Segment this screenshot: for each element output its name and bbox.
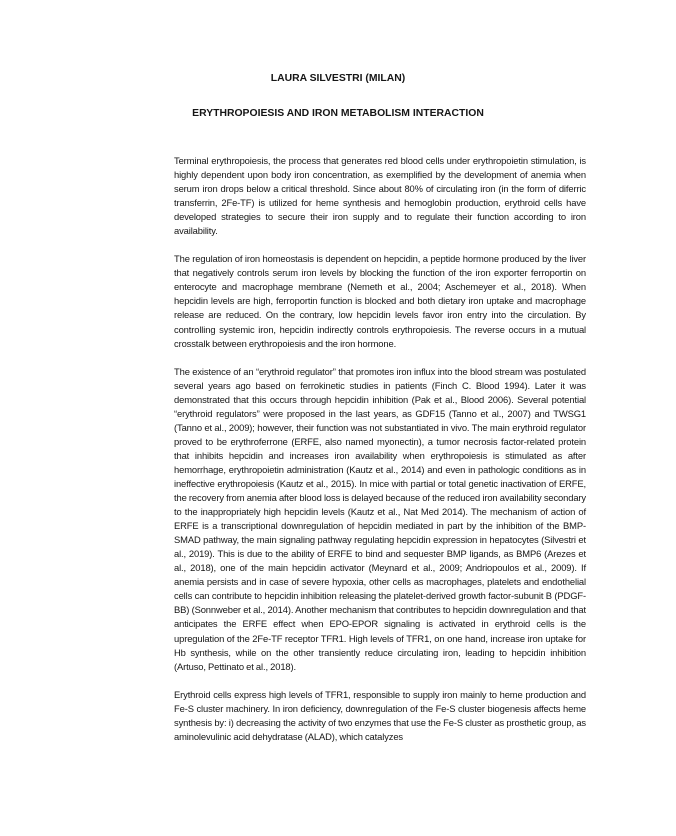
body-text bbox=[174, 154, 586, 758]
author-heading: LAURA SILVESTRI (MILAN) bbox=[270, 73, 406, 84]
paragraph: Terminal erythropoiesis, the process that generates red blood cells under erythropoietin stimulation, is highly dependent upon body iron concentration, as exemplified by the development of anemia when serum iron drops below a critical threshold. Since about 80% of circulating iron (in the form of diferric transferrin, 2Fe-TF) is utilized for heme synthesis and hemoglobin production, erythroid cells have developed strategies to secure their iron supply and to regulate their function according to iron availability. bbox=[174, 155, 586, 237]
paragraph: The existence of an “erythroid regulator” that promotes iron influx into the blood stream was postulated several years ago based on ferrokinetic studies in patients (Finch C. Blood 1994). Later it was demonstrated that this occurs through hepcidin inhibition (Pak et al., Blood 2006). Several potential “erythroid regulators” were proposed in the last years, as GDF15 (Tanno et al., 2007) and TWSG1 (Tanno et al., 2009); however, their function was not substantiated in vivo. The main erythroid regulator proved to be erythroferrone (ERFE, also named myonectin), a tumor necrosis factor-related protein that inhibits hepcidin and increases iron availability when erythropoiesis is stimulated as after hemorrhage, erythropoietin administration (Kautz et al., 2014) and even in pathologic conditions as in ineffective erythropoiesis (Kautz et al., 2015). In mice with partial or total genetic inactivation of ERFE, the recovery from anemia after blood loss is delayed because of the reduced iron availability secondary to the inappropriately high hepcidin levels (Kautz et al., Nat Med 2014). The mechanism of action of ERFE is a transcriptional downregulation of hepcidin mediated in part by the inhibition of the BMP-SMAD pathway, the main signaling pathway regulating hepcidin expression in hepatocytes (Silvestri et al., 2019). This is due to the ability of ERFE to bind and sequester BMP ligands, as BMP6 (Arezes et al., 2018), one of the main hepcidin activator (Meynard et al., 2009; Andriopoulos et al., 2009). If anemia persists and in case of severe hypoxia, other cells as macrophages, platelets and endothelial cells can contribute to hepcidin inhibition releasing the platelet-derived growth factor-subunit B (PDGF-BB) (Sonnweber et al., 2014). Another mechanism that contributes to hepcidin downregulation and that anticipates the ERFE effect when EPO-EPOR signaling is activated in erythroid cells is the upregulation of the 2Fe-TF receptor TFR1. High levels of TFR1, on one hand, increase iron uptake for Hb synthesis, while on the other transiently reduce circulating iron, leading to hepcidin inhibition (Artuso, Pettinato et al., 2018). bbox=[174, 365, 586, 672]
paragraph: Erythroid cells express high levels of TFR1, responsible to supply iron mainly to heme production and Fe-S cluster machinery. In iron deficiency, downregulation of the Fe-S cluster biogenesis affects heme synthesis by: i) decreasing the activity of two enzymes that use the Fe-S cluster as prosthetic group, as aminolevulinic acid dehydratase (ALAD), which catalyzes bbox=[174, 688, 586, 742]
document-title: ERYTHROPOIESIS AND IRON METABOLISM INTERACTION bbox=[192, 108, 484, 119]
paragraph: The regulation of iron homeostasis is dependent on hepcidin, a peptide hormone produced by the liver that negatively controls serum iron levels by blocking the function of the iron exporter ferroportin on enterocyte and macrophage membrane (Nemeth et al., 2004; Aschemeyer et al., 2018). When hepcidin levels are high, ferroportin function is blocked and both dietary iron uptake and macrophage release are reduced. On the contrary, low hepcidin levels favor iron entry into the circulation. By controlling systemic iron, hepcidin indirectly controls erythropoiesis. The reverse occurs in a mutual crosstalk between erythropoiesis and the iron hormone. bbox=[174, 253, 586, 349]
